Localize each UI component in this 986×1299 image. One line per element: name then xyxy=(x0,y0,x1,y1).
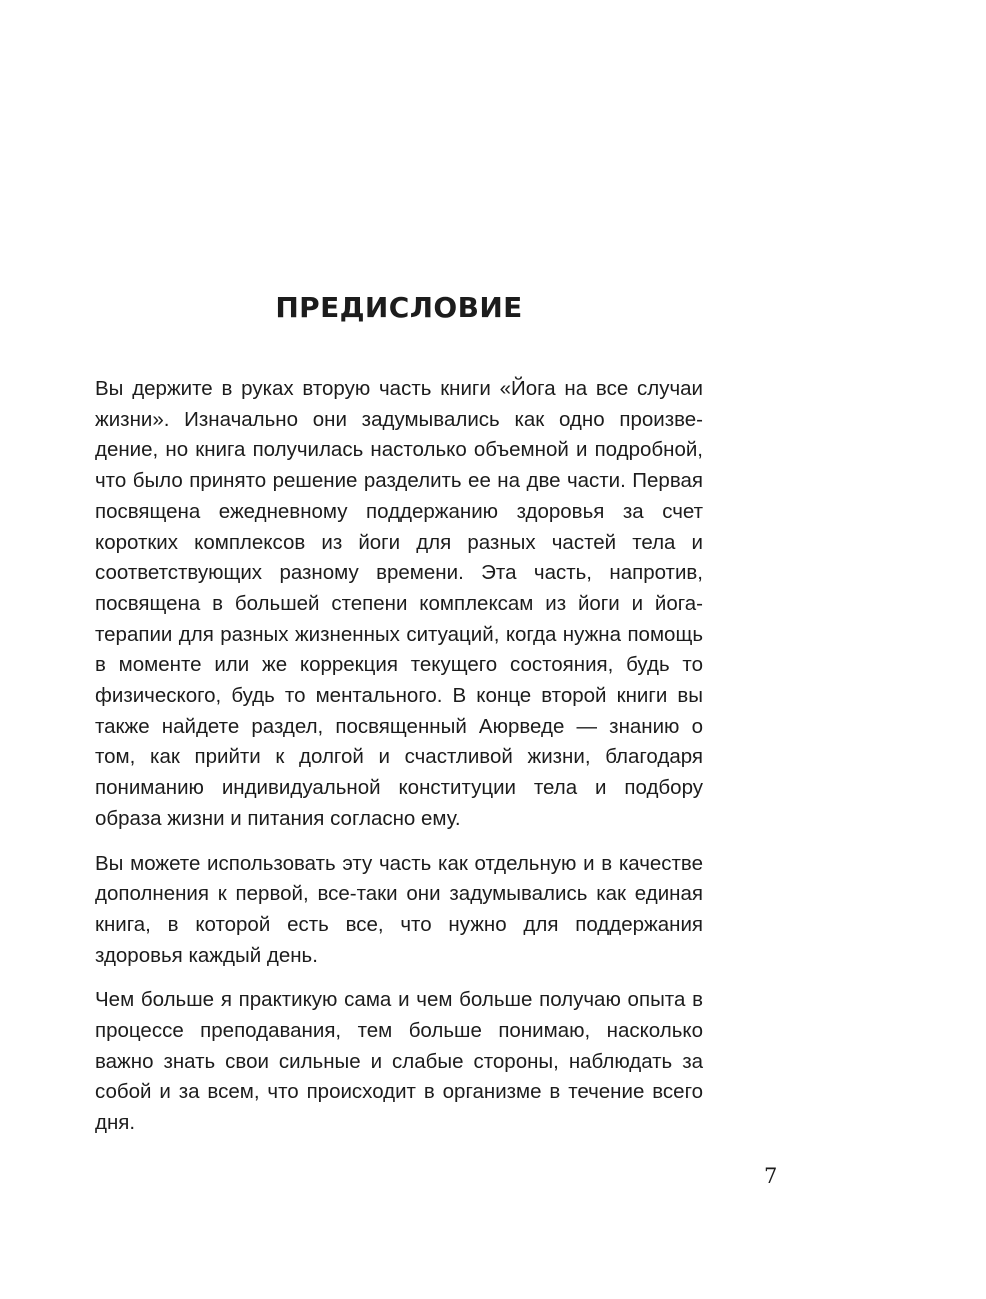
body-text xyxy=(95,374,703,1139)
paragraph-intro: Вы держите в руках вторую часть книги «Йога на все случаи жизни». Изначально они задумывались как одно произведение, но книга получилась настолько объемной и подробной, что было принято решение разделить ее на две части. Первая посвящена ежедневному поддержанию здоровья за счет коротких комплексов из йоги для разных частей тела и соответствующих разному времени. Эта часть, напротив, посвящена в большей степени комплексам из йоги и йога-терапии для разных жизненных ситуаций, когда нужна помощь в моменте или же коррекция текущего состояния, будь то физического, будь то ментального. В конце второй книги вы также найдете раздел, посвященный Аюрведе — знанию о том, как прийти к долгой и счастливой жизни, благодаря пониманию индивидуальной конституции тела и подбору образа жизни и питания согласно ему. xyxy=(95,377,703,830)
page-number: 7 xyxy=(764,1164,778,1188)
paragraph-usage: Вы можете использовать эту часть как отдельную и в качестве дополнения к первой, все-таки они задумывались как единая книга, в которой есть все, что нужно для поддержания здоровья каждый день. xyxy=(95,851,703,967)
page-title: ПРЕДИСЛОВИЕ xyxy=(275,291,523,324)
paragraph-practice: Чем больше я практикую сама и чем больше получаю опыта в процессе преподавания, тем больше понимаю, насколько важно знать свои сильные и слабые стороны, наблюдать за собой и за всем, что происходит в организме в течение всего дня. xyxy=(95,988,703,1135)
